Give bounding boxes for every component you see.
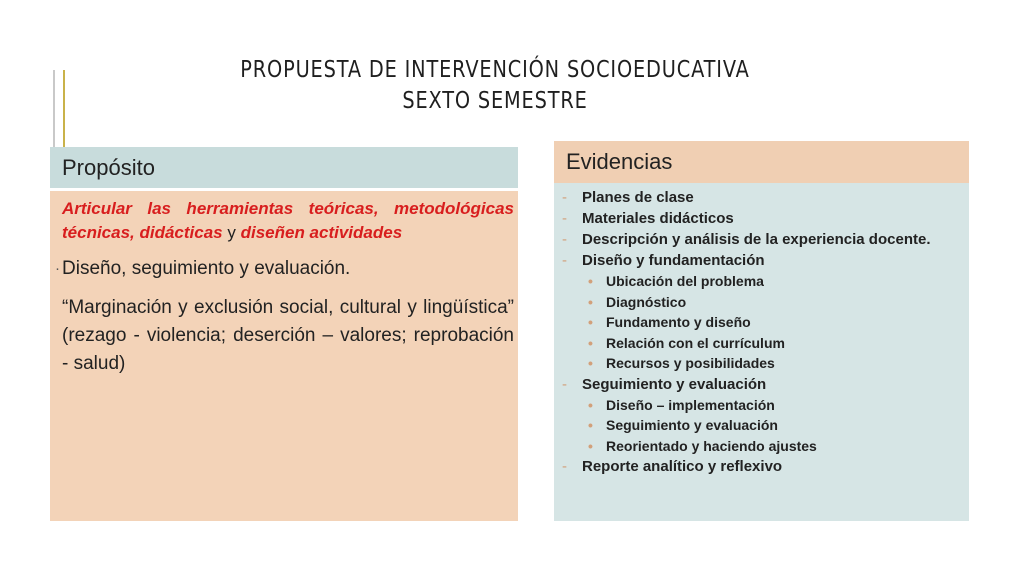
evidencia-text: Diagnóstico <box>606 293 687 310</box>
evidencia-text: Diseño – implementación <box>606 396 775 413</box>
proposito-line-text: Diseño, seguimiento y evaluación. <box>62 258 351 279</box>
evidencia-text: Diseño y fundamentación <box>582 252 765 269</box>
evidencias-panel <box>554 141 969 521</box>
proposito-body <box>50 191 518 378</box>
slide-title <box>205 55 785 117</box>
dot-bullet-icon: • <box>588 417 593 433</box>
evidencia-item <box>562 456 969 477</box>
evidencia-subitem <box>562 271 969 292</box>
proposito-quote: “Marginación y exclusión social, cultural y lingüística” (rezago - violencia; deserción – valores; reprobación - salud) <box>62 297 514 374</box>
dot-bullet-icon: • <box>588 396 593 413</box>
proposito-statement-part2: diseñen actividades <box>240 223 403 242</box>
evidencia-text: Fundamento y diseño <box>606 314 751 330</box>
evidencia-text: Seguimiento y evaluación <box>606 417 778 433</box>
evidencia-item <box>562 187 969 208</box>
accent-line <box>53 70 55 148</box>
accent-line <box>63 70 65 148</box>
dash-bullet-icon: - <box>562 210 567 227</box>
dash-bullet-icon: - <box>562 231 567 248</box>
dash-bullet-icon: - <box>562 375 567 393</box>
dot-bullet-icon: • <box>588 437 593 454</box>
evidencia-text: Ubicación del problema <box>606 273 764 289</box>
slide-title-line2: SEXTO SEMESTRE <box>402 88 588 114</box>
evidencia-subitem <box>562 415 969 436</box>
evidencias-list <box>554 183 969 477</box>
evidencia-subitem <box>562 436 969 457</box>
dot-bullet-icon: • <box>588 355 593 371</box>
evidencia-text: Seguimiento y evaluación <box>582 375 767 393</box>
evidencia-subitem <box>562 312 969 333</box>
evidencia-subitem <box>562 353 969 374</box>
dash-bullet-icon: - <box>562 189 567 206</box>
proposito-statement <box>62 197 514 245</box>
slide-title-line1: PROPUESTA DE INTERVENCIÓN SOCIOEDUCATIVA <box>240 57 750 83</box>
dash-bullet-icon: - <box>562 252 567 269</box>
dot-bullet-icon: • <box>588 293 593 310</box>
evidencia-subitem <box>562 395 969 416</box>
dot-bullet-icon: • <box>588 314 593 330</box>
evidencia-item <box>562 374 969 395</box>
evidencias-header <box>554 141 969 183</box>
evidencia-text: Materiales didácticos <box>582 210 734 227</box>
dash-bullet-icon: - <box>562 458 567 475</box>
proposito-statement-connector: y <box>222 223 241 242</box>
evidencia-item <box>562 208 969 229</box>
evidencia-item <box>562 250 969 271</box>
evidencia-text: Planes de clase <box>582 189 694 206</box>
proposito-header <box>50 147 518 191</box>
evidencia-text: Reorientado y haciendo ajustes <box>606 437 817 454</box>
proposito-statement-part1: Articular las herramientas teóricas, metodológicas técnicas, didácticas <box>62 199 514 242</box>
evidencia-text: Recursos y posibilidades <box>606 355 775 371</box>
evidencia-subitem <box>562 292 969 313</box>
proposito-line <box>55 255 514 282</box>
evidencia-text: Reporte analítico y reflexivo <box>582 458 783 475</box>
evidencia-subitem <box>562 333 969 354</box>
evidencia-item <box>562 229 969 250</box>
dot-bullet-icon: • <box>588 334 593 351</box>
dot-bullet-icon: • <box>588 273 593 289</box>
proposito-header-label: Propósito <box>62 154 155 180</box>
bullet-dot-icon: · <box>55 260 60 277</box>
evidencia-text: Descripción y análisis de la experiencia docente. <box>582 231 931 248</box>
proposito-panel <box>50 147 518 521</box>
evidencia-text: Relación con el currículum <box>606 334 785 351</box>
evidencias-header-label: Evidencias <box>566 149 673 174</box>
